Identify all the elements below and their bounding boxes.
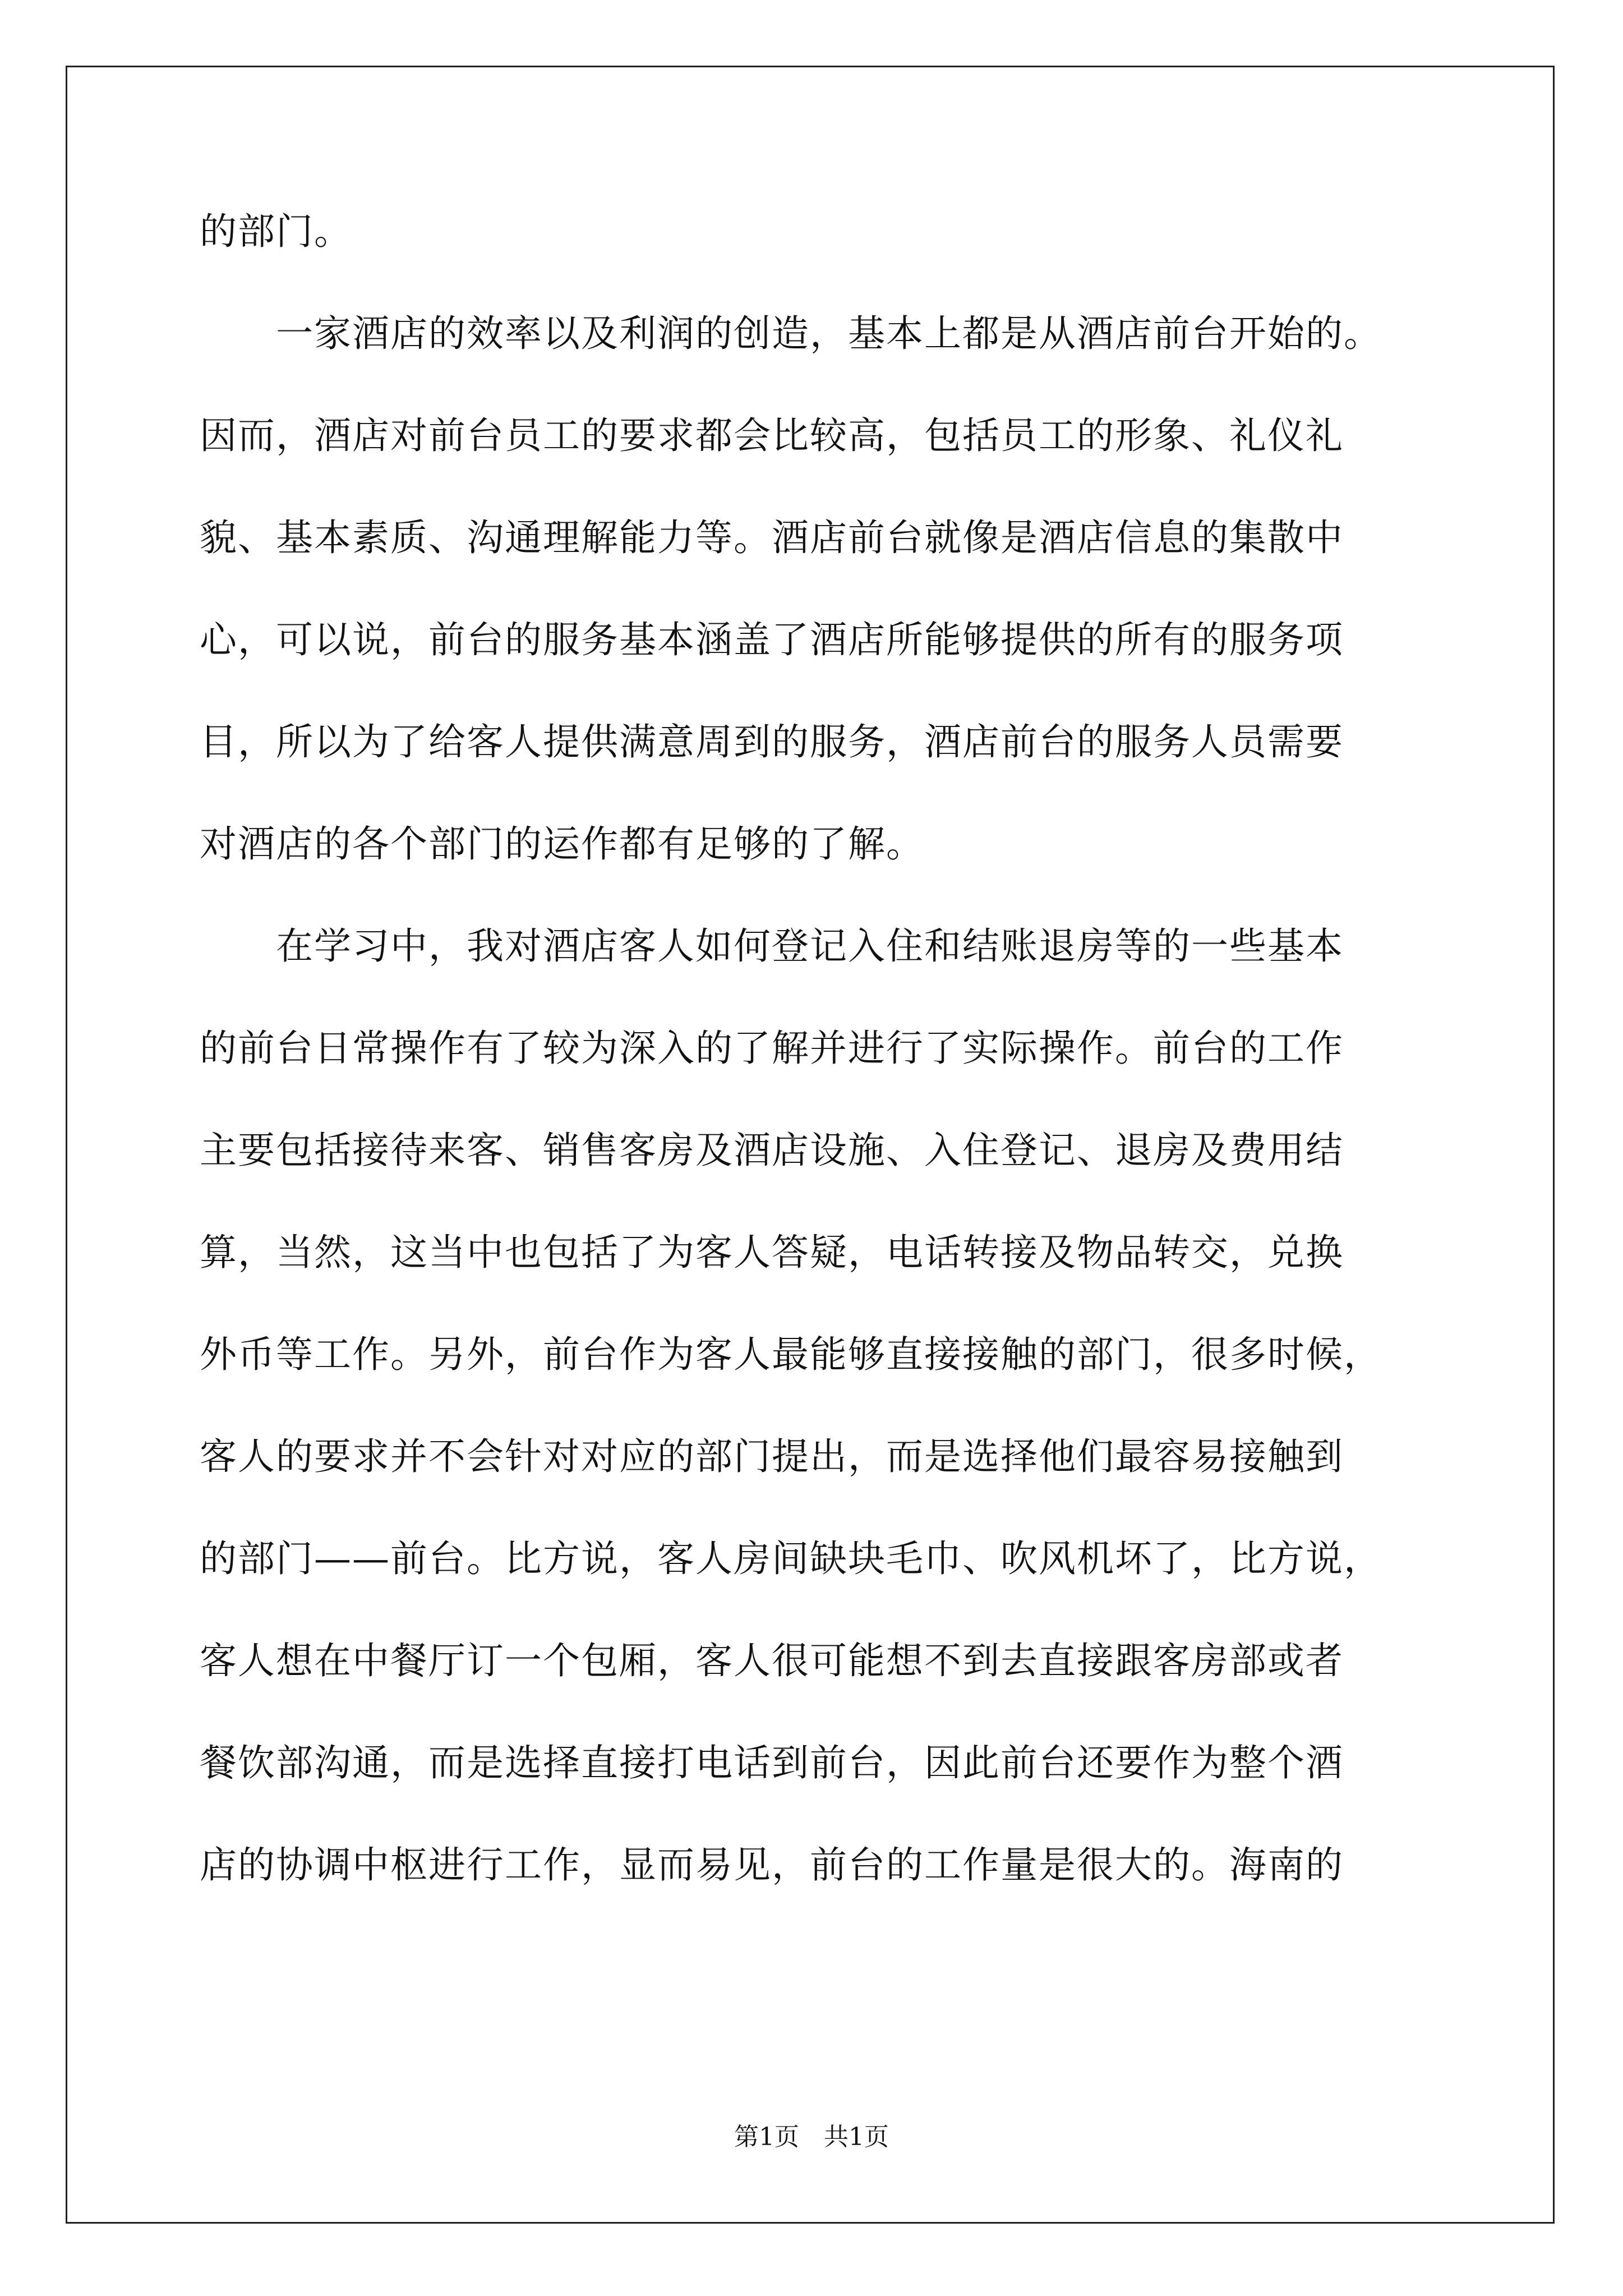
text-line: 餐饮部沟通，而是选择直接打电话到前台，因此前台还要作为整个酒 bbox=[200, 1741, 1344, 1784]
text-line: 对酒店的各个部门的运作都有足够的了解。 bbox=[200, 822, 924, 866]
page-number-footer: 第1页 共1页 bbox=[734, 2123, 889, 2151]
text-line: 心，可以说，前台的服务基本涵盖了酒店所能够提供的所有的服务项 bbox=[200, 618, 1344, 661]
text-line: 在学习中，我对酒店客人如何登记入住和结账退房等的一些基本 bbox=[200, 924, 1344, 968]
text-line: 客人的要求并不会针对对应的部门提出，而是选择他们最容易接触到 bbox=[200, 1435, 1344, 1478]
text-line: 店的协调中枢进行工作，显而易见，前台的工作量是很大的。海南的 bbox=[200, 1843, 1344, 1887]
text-line: 的部门。 bbox=[200, 210, 352, 253]
text-line: 目，所以为了给客人提供满意周到的服务，酒店前台的服务人员需要 bbox=[200, 720, 1344, 763]
text-line: 算，当然，这当中也包括了为客人答疑，电话转接及物品转交，兑换 bbox=[200, 1231, 1344, 1274]
text-line: 一家酒店的效率以及利润的创造，基本上都是从酒店前台开始的。 bbox=[200, 312, 1382, 355]
text-line: 的部门——前台。比方说，客人房间缺块毛巾、吹风机坏了，比方说， bbox=[200, 1537, 1382, 1580]
text-line: 貌、基本素质、沟通理解能力等。酒店前台就像是酒店信息的集散中 bbox=[200, 516, 1344, 559]
text-line: 的前台日常操作有了较为深入的了解并进行了实际操作。前台的工作 bbox=[200, 1027, 1344, 1070]
text-line: 客人想在中餐厅订一个包厢，客人很可能想不到去直接跟客房部或者 bbox=[200, 1639, 1344, 1682]
text-line: 因而，酒店对前台员工的要求都会比较高，包括员工的形象、礼仪礼 bbox=[200, 414, 1344, 457]
text-line: 主要包括接待来客、销售客房及酒店设施、入住登记、退房及费用结 bbox=[200, 1129, 1344, 1172]
text-line: 外币等工作。另外，前台作为客人最能够直接接触的部门，很多时候， bbox=[200, 1333, 1382, 1376]
